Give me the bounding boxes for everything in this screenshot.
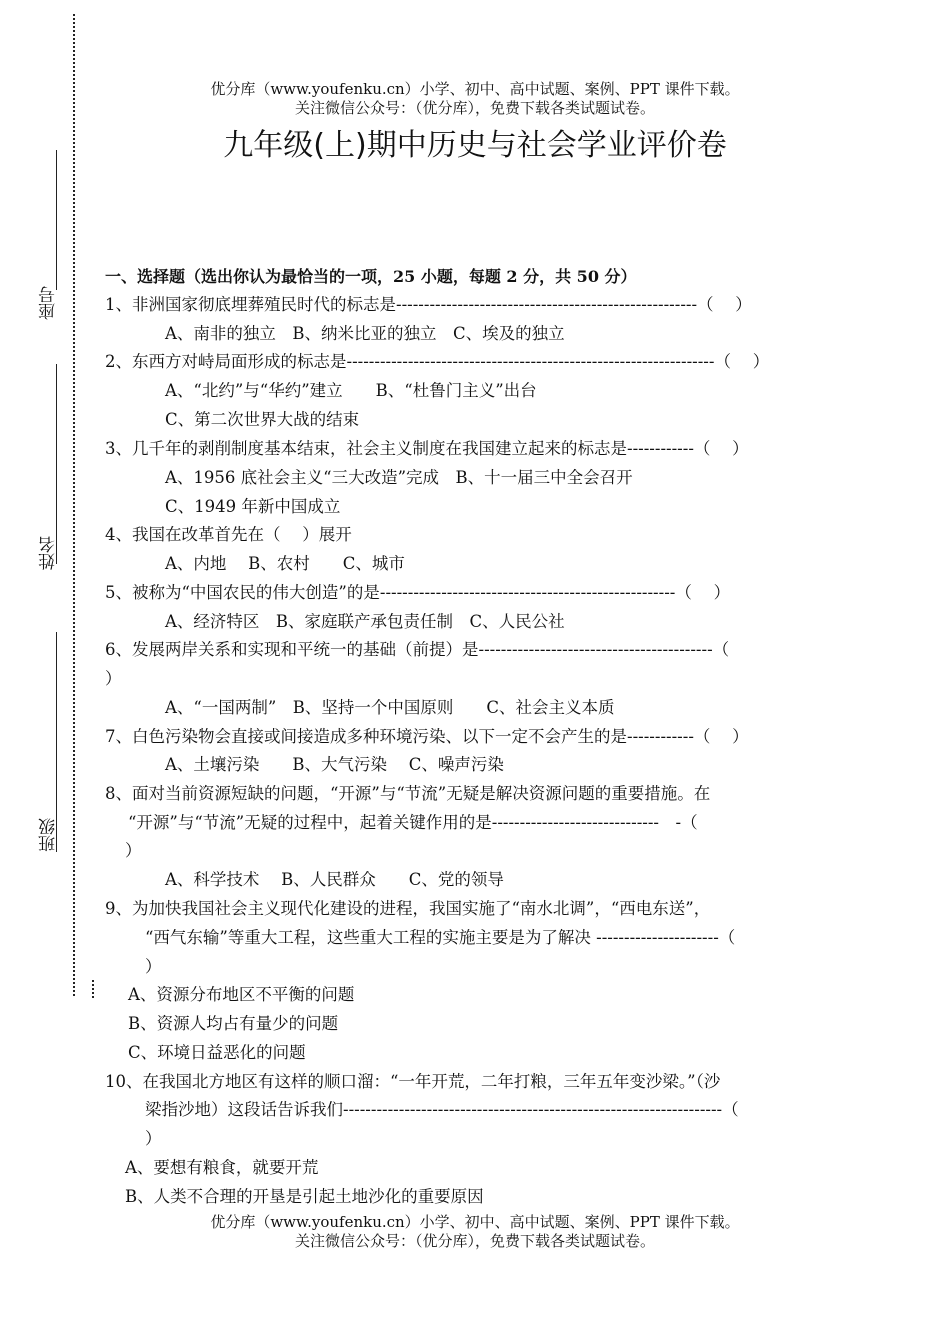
question-4-options: A、内地 B、农村 C、城市 <box>165 554 405 573</box>
question-5-options: A、经济特区 B、家庭联产承包责任制 C、人民公社 <box>165 612 565 631</box>
question-9-option-c: C、环境日益恶化的问题 <box>128 1043 306 1062</box>
question-10-option-b: B、人类不合理的开垦是引起土地沙化的重要原因 <box>125 1187 484 1206</box>
question-5: 5、被称为“中国农民的伟大创造”的是-----------------------------------------------------（ ） <box>105 583 731 602</box>
name-write-line <box>56 364 57 564</box>
question-2-options-a-b: A、“北约”与“华约”建立 B、“杜鲁门主义”出台 <box>165 381 537 400</box>
header-line-1: 优分库（www.youfenku.cn）小学、初中、高中试题、案例、PPT 课件下载。 <box>210 80 740 98</box>
question-3: 3、几千年的剥削制度基本结束，社会主义制度在我国建立起来的标志是------------（ ） <box>105 439 749 458</box>
question-10: 10、在我国北方地区有这样的顺口溜：“一年开荒，二年打粮，三年五年变沙梁。”（沙 <box>105 1072 721 1091</box>
header-line-2: 关注微信公众号：（优分库），免费下载各类试题试卷。 <box>294 99 655 117</box>
seat-label: 座号 <box>39 286 59 320</box>
binding-dots-mark <box>92 980 94 998</box>
question-8-cont: “开源”与“节流”无疑的过程中，起着关键作用的是------------------------------ -（ <box>128 813 698 832</box>
question-6-options: A、“一国两制” B、坚持一个中国原则 C、社会主义本质 <box>165 698 615 717</box>
question-6-paren: ） <box>105 669 122 688</box>
page-title: 九年级(上)期中历史与社会学业评价卷 <box>223 128 727 163</box>
class-label: 班级 <box>39 818 59 852</box>
footer-line-1: 优分库（www.youfenku.cn）小学、初中、高中试题、案例、PPT 课件下载。 <box>210 1213 740 1231</box>
question-2-options-c: C、第二次世界大战的结束 <box>165 410 360 429</box>
question-1: 1、非洲国家彻底埋葬殖民时代的标志是------------------------------------------------------（ ） <box>105 295 752 314</box>
question-3-options-c: C、1949 年新中国成立 <box>165 497 341 516</box>
question-6: 6、发展两岸关系和实现和平统一的基础（前提）是------------------------------------------（ <box>105 640 730 659</box>
question-8-paren: ） <box>125 841 142 860</box>
seat-write-line <box>56 150 57 290</box>
question-8: 8、面对当前资源短缺的问题，“开源”与“节流”无疑是解决资源问题的重要措施。在 <box>105 784 711 803</box>
question-8-options: A、科学技术 B、人民群众 C、党的领导 <box>165 870 504 889</box>
question-10-option-a: A、要想有粮食，就要开荒 <box>125 1158 319 1177</box>
question-2: 2、东西方对峙局面形成的标志是------------------------------------------------------------------（ ） <box>105 352 770 371</box>
question-7-options: A、土壤污染 B、大气污染 C、噪声污染 <box>165 755 504 774</box>
question-10-paren: ） <box>145 1129 162 1148</box>
question-3-options-a-b: A、1956 底社会主义“三大改造”完成 B、十一届三中全会召开 <box>165 468 633 487</box>
question-9-option-a: A、资源分布地区不平衡的问题 <box>128 985 355 1004</box>
question-9-cont: “西气东输”等重大工程，这些重大工程的实施主要是为了解决 ----------------------（ <box>145 928 736 947</box>
question-4: 4、我国在改革首先在（ ）展开 <box>105 525 352 544</box>
question-10-cont: 梁指沙地）这段话告诉我们--------------------------------------------------------------------（ <box>145 1100 739 1119</box>
name-label: 姓名 <box>39 536 59 570</box>
question-7: 7、白色污染物会直接或间接造成多种环境污染、以下一定不会产生的是------------（ ） <box>105 727 749 746</box>
footer-line-2: 关注微信公众号：（优分库），免费下载各类试题试卷。 <box>294 1232 655 1250</box>
question-9-option-b: B、资源人均占有量少的问题 <box>128 1014 339 1033</box>
question-1-options: A、南非的独立 B、纳米比亚的独立 C、埃及的独立 <box>165 324 565 343</box>
question-9: 9、为加快我国社会主义现代化建设的进程，我国实施了“南水北调”，“西电东送”， <box>105 899 711 918</box>
question-9-paren: ） <box>145 957 162 976</box>
section-heading: 一、选择题（选出你认为最恰当的一项，25 小题，每题 2 分，共 50 分） <box>105 267 637 286</box>
